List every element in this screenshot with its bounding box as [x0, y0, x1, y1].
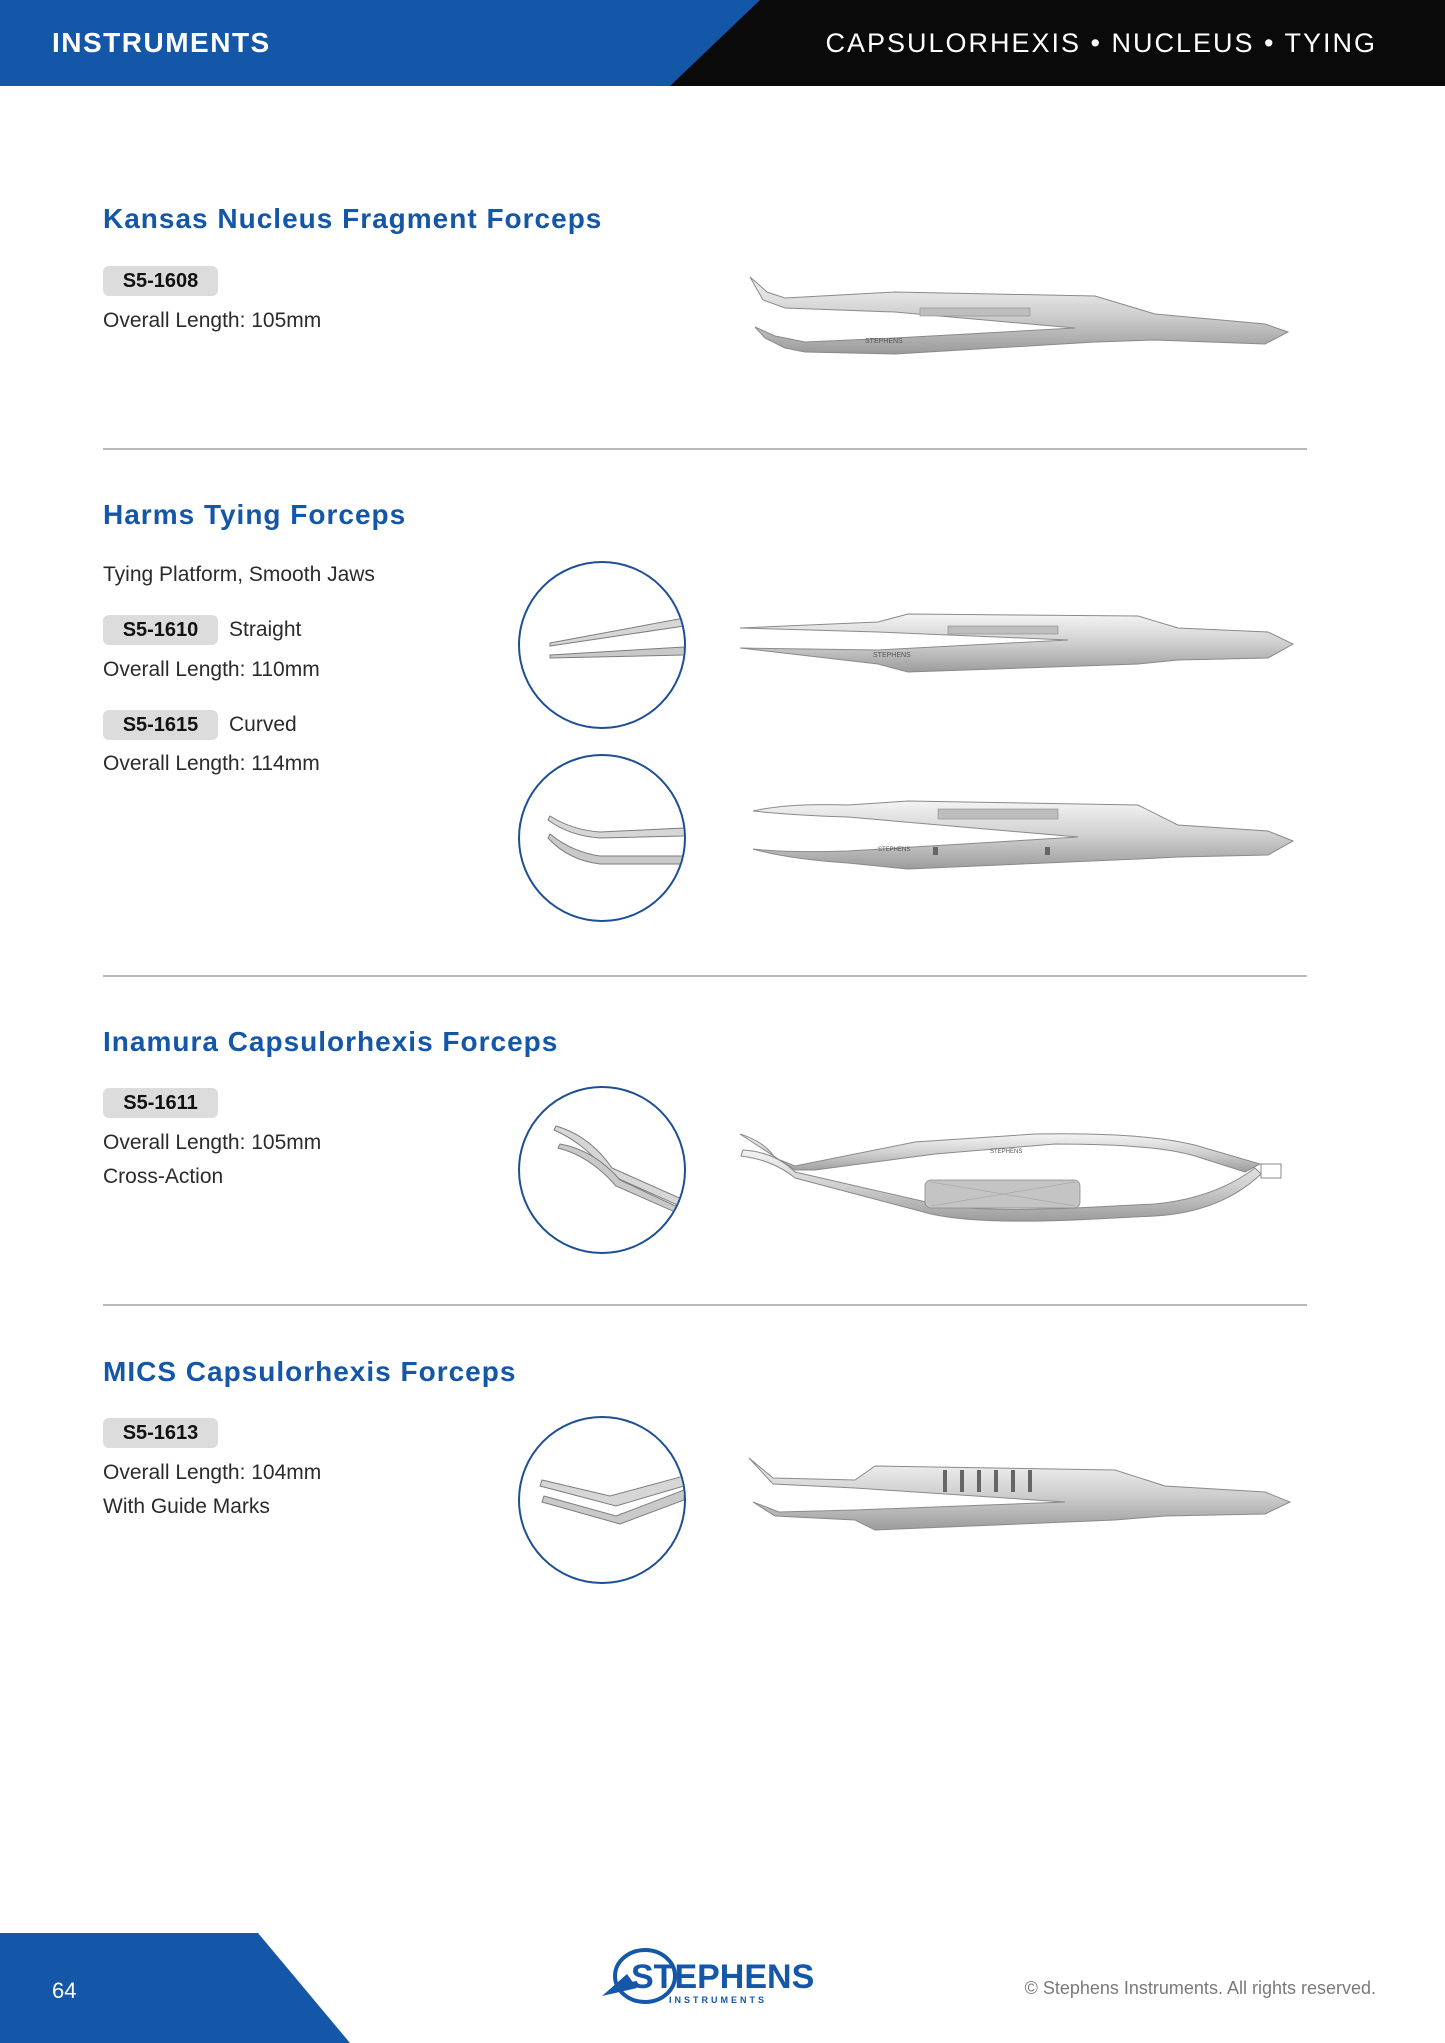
- forceps-image-curved: [748, 797, 1298, 877]
- logo-wordmark: STEPHENS: [631, 1958, 815, 1996]
- product-note: With Guide Marks: [103, 1495, 270, 1518]
- forceps-image-straight: [738, 608, 1298, 678]
- overall-length: Overall Length: 105mm: [103, 1131, 322, 1154]
- copyright-notice: © Stephens Instruments. All rights reserved.: [1024, 1978, 1376, 1998]
- engraving-text: STEPHENS: [865, 338, 903, 345]
- product-code-badge: S5-1610: [103, 615, 218, 645]
- product-code-badge: S5-1608: [103, 266, 218, 296]
- stephens-logo: [597, 1948, 817, 2008]
- section-divider: [103, 975, 1307, 977]
- variant-type: Straight: [229, 618, 302, 641]
- tip-detail-cross-action: [518, 1086, 686, 1254]
- section-divider: [103, 448, 1307, 450]
- tip-detail-curved: [518, 754, 686, 922]
- forceps-image-inamura: [735, 1120, 1295, 1230]
- variant-type: Curved: [229, 713, 297, 736]
- product-title: Kansas Nucleus Fragment Forceps: [103, 203, 603, 234]
- product-code-badge: S5-1611: [103, 1088, 218, 1118]
- product-code-badge: S5-1613: [103, 1418, 218, 1448]
- header-category-label: CAPSULORHEXIS • NUCLEUS • TYING: [825, 28, 1377, 58]
- engraving-text: STEPHENS: [878, 847, 911, 853]
- page-number: 64: [52, 1978, 77, 2003]
- product-note: Cross-Action: [103, 1165, 224, 1188]
- product-title: Inamura Capsulorhexis Forceps: [103, 1026, 559, 1057]
- section-divider: [103, 1304, 1307, 1306]
- forceps-image-mics: [745, 1452, 1295, 1542]
- forceps-image-kansas: [745, 272, 1295, 372]
- overall-length: Overall Length: 105mm: [103, 309, 322, 332]
- overall-length: Overall Length: 110mm: [103, 658, 320, 681]
- logo-subtext: INSTRUMENTS: [669, 1995, 767, 2005]
- product-description: Tying Platform, Smooth Jaws: [103, 563, 375, 586]
- overall-length: Overall Length: 114mm: [103, 752, 320, 775]
- overall-length: Overall Length: 104mm: [103, 1461, 322, 1484]
- product-title: MICS Capsulorhexis Forceps: [103, 1356, 517, 1387]
- header-section-label: INSTRUMENTS: [52, 27, 271, 58]
- engraving-text: STEPHENS: [990, 1149, 1023, 1155]
- engraving-text: STEPHENS: [873, 652, 911, 659]
- tip-detail-straight: [518, 561, 686, 729]
- tip-detail-guide-marks: [518, 1416, 686, 1584]
- product-title: Harms Tying Forceps: [103, 499, 407, 530]
- page-header: [0, 0, 1445, 86]
- product-code-badge: S5-1615: [103, 710, 218, 740]
